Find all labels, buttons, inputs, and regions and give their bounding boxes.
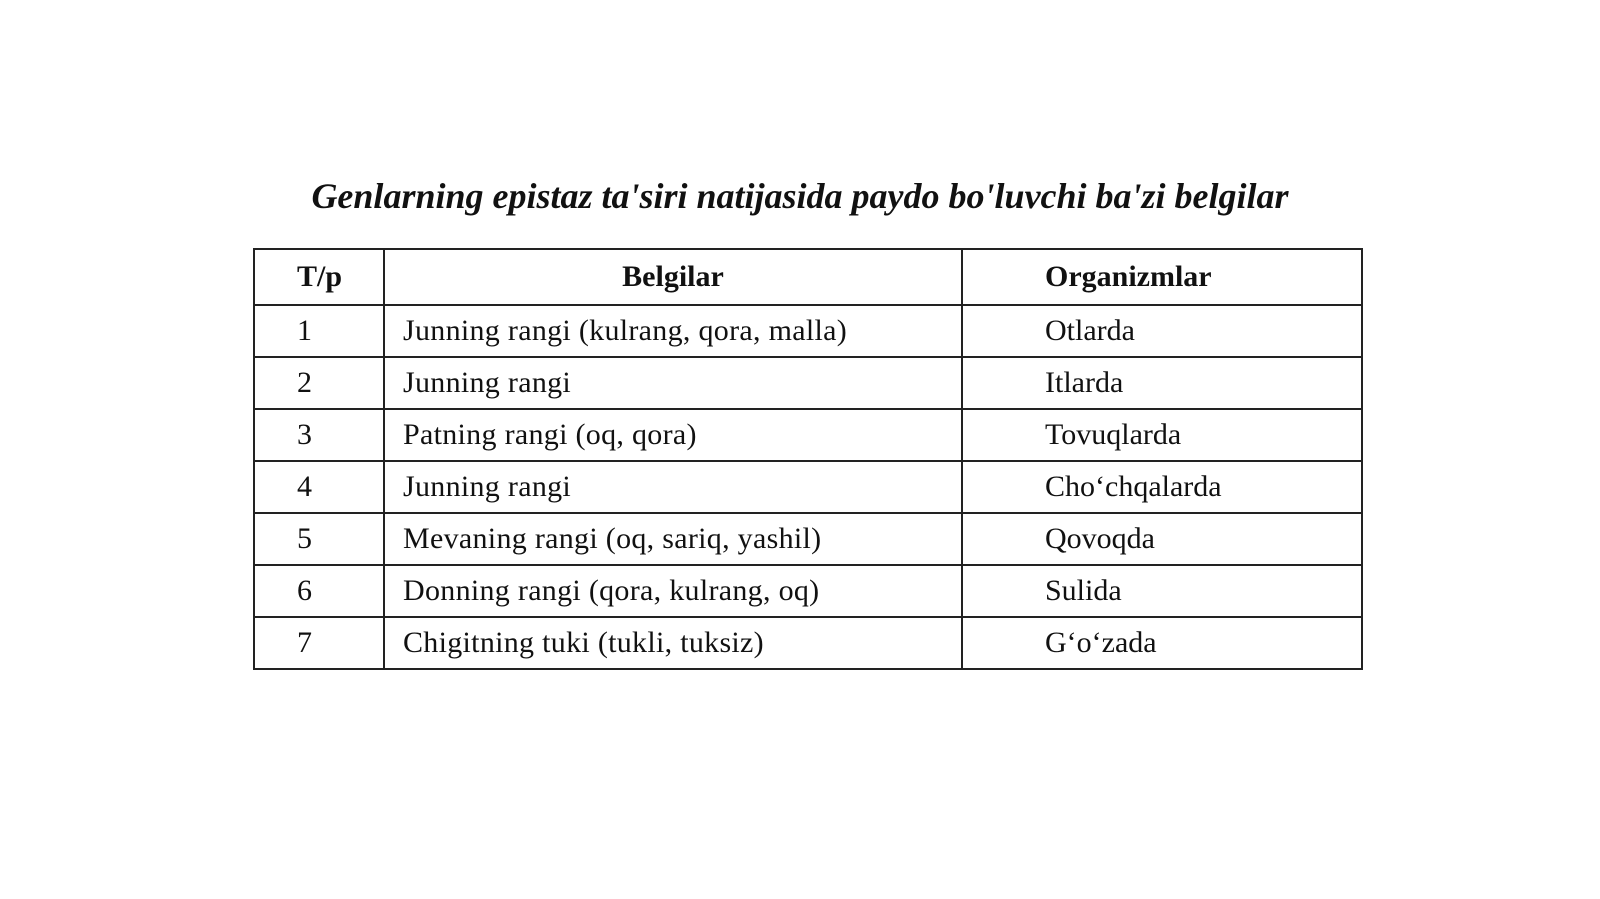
row-organism: Otlarda: [962, 305, 1362, 357]
header-traits: Belgilar: [384, 249, 962, 305]
row-organism: Qovoqda: [962, 513, 1362, 565]
row-organism: G‘o‘zada: [962, 617, 1362, 669]
table-row: [254, 461, 1362, 513]
traits-table: [253, 248, 1363, 670]
table-row: [254, 617, 1362, 669]
table-row: [254, 305, 1362, 357]
row-number: 2: [254, 357, 384, 409]
row-number: 5: [254, 513, 384, 565]
row-number: 6: [254, 565, 384, 617]
table-title: Genlarning epistaz ta'siri natijasida paydo bo'luvchi ba'zi belgilar: [311, 176, 1289, 216]
row-number: 3: [254, 409, 384, 461]
header-number: T/p: [254, 249, 384, 305]
row-number: 4: [254, 461, 384, 513]
row-organism: Sulida: [962, 565, 1362, 617]
row-number: 1: [254, 305, 384, 357]
row-trait: Chigitning tuki (tukli, tuksiz): [384, 617, 962, 669]
table-row: [254, 409, 1362, 461]
header-organisms: Organizmlar: [962, 249, 1362, 305]
table-row: [254, 565, 1362, 617]
row-trait: Patning rangi (oq, qora): [384, 409, 962, 461]
row-trait: Junning rangi (kulrang, qora, malla): [384, 305, 962, 357]
row-trait: Junning rangi: [384, 461, 962, 513]
row-organism: Cho‘chqalarda: [962, 461, 1362, 513]
table-header-row: [254, 249, 1362, 305]
row-number: 7: [254, 617, 384, 669]
row-organism: Itlarda: [962, 357, 1362, 409]
row-trait: Donning rangi (qora, kulrang, oq): [384, 565, 962, 617]
table-row: [254, 513, 1362, 565]
table-row: [254, 357, 1362, 409]
row-trait: Mevaning rangi (oq, sariq, yashil): [384, 513, 962, 565]
row-organism: Tovuqlarda: [962, 409, 1362, 461]
row-trait: Junning rangi: [384, 357, 962, 409]
